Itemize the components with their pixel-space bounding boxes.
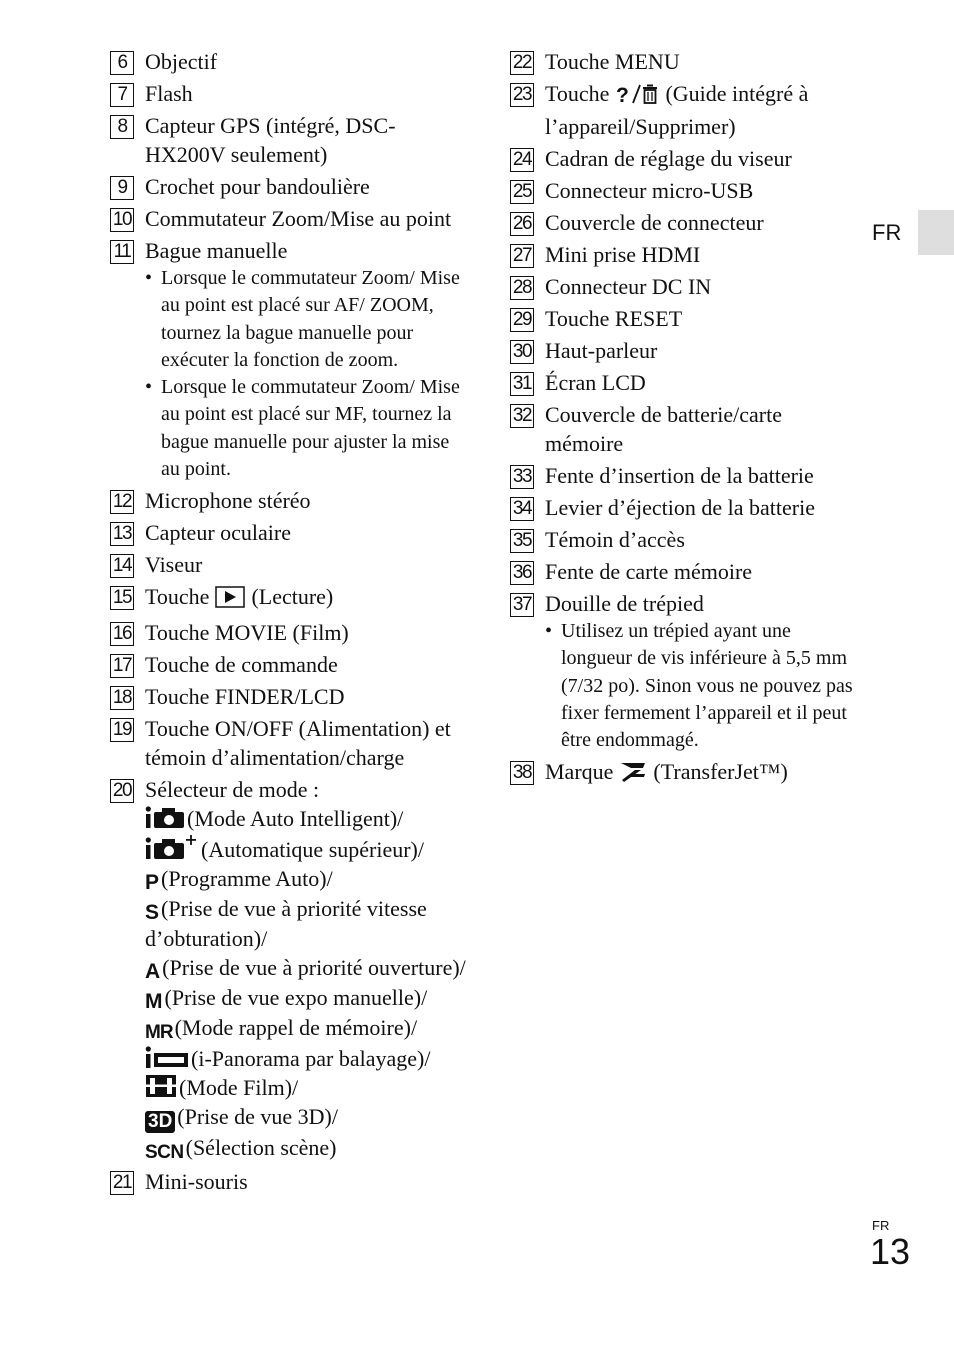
item-number: 26 (510, 212, 534, 236)
item-number: 32 (510, 404, 534, 428)
item-label-suffix: (TransferJet™) (653, 759, 788, 785)
item-label: Douille de trépied (545, 591, 704, 616)
item-label: Touche ON/OFF (Alimentation) et témoin d’alimentation/charge (145, 716, 451, 771)
list-item (510, 557, 860, 586)
item-label: Touche MENU (545, 49, 680, 74)
item-number: 13 (110, 522, 134, 546)
item-label: Mini-souris (145, 1169, 248, 1195)
item-label: Cadran de réglage du viseur (545, 146, 792, 171)
item-label: Sélecteur de mode : (145, 777, 320, 803)
item-label: Connecteur DC IN (545, 274, 712, 299)
list-item (110, 582, 470, 615)
item-label: Touche RESET (545, 306, 683, 331)
list-item (510, 47, 860, 76)
list-item (110, 650, 470, 679)
item-label: Touche FINDER/LCD (145, 684, 345, 710)
list-item (110, 550, 470, 579)
superior-auto-icon (145, 834, 199, 860)
note-list (545, 618, 860, 754)
item-label: Capteur oculaire (145, 520, 291, 546)
mode-label: (Mode rappel de mémoire)/ (174, 1014, 418, 1040)
mode-item (145, 1044, 470, 1073)
movie-mode-icon (145, 1074, 177, 1098)
item-number: 23 (510, 83, 534, 107)
item-label: Viseur (145, 552, 203, 578)
right-column (510, 47, 860, 793)
language-code: FR (872, 220, 902, 245)
item-label: Objectif (145, 49, 218, 74)
mode-label: (Sélection scène) (185, 1135, 337, 1161)
item-label: Touche (545, 81, 610, 106)
item-label: Microphone stéréo (145, 488, 311, 514)
manual-exposure-icon: M (145, 989, 163, 1013)
footer-language: FR (872, 1218, 890, 1233)
note-bullet: • Lorsque le commutateur Zoom/ Mise au point est placé sur MF, tournez la bague manuelle pour ajuster la mise au point. (145, 374, 470, 483)
item-label-suffix: (Guide intégré à l’appareil/Supprimer) (545, 81, 809, 139)
list-item (510, 757, 860, 790)
mode-item (145, 894, 470, 953)
scene-selection-icon: SCN (145, 1142, 184, 1164)
item-number: 36 (510, 561, 534, 585)
item-number: 8 (110, 115, 134, 139)
item-number: 9 (110, 176, 134, 200)
item-number: 25 (510, 180, 534, 204)
mode-label: (Mode Auto Intelligent)/ (187, 806, 404, 832)
list-item (510, 176, 860, 205)
item-label: Haut-parleur (545, 338, 658, 363)
item-number: 12 (110, 490, 134, 514)
mode-item (145, 983, 470, 1013)
list-item (110, 111, 470, 169)
item-number: 11 (110, 240, 134, 264)
left-column (110, 47, 470, 1199)
item-label: Capteur GPS (intégré, DSC-HX200V seulement) (145, 113, 396, 167)
memory-recall-icon: MR (145, 1021, 173, 1043)
list-item (510, 304, 860, 333)
item-number: 38 (510, 761, 534, 785)
list-item (110, 172, 470, 201)
mode-dial-list (145, 804, 470, 1164)
item-label: Bague manuelle (145, 238, 288, 263)
list-item (510, 144, 860, 173)
3d-icon: 3D (145, 1111, 175, 1133)
mode-item (145, 953, 470, 983)
mode-item (145, 834, 470, 864)
item-label: Marque (545, 759, 614, 785)
item-number: 34 (510, 497, 534, 521)
mode-label: (Prise de vue expo manuelle)/ (164, 984, 428, 1010)
play-icon (215, 586, 245, 615)
item-label: Touche (145, 584, 210, 610)
mode-item (145, 1073, 470, 1102)
item-label: Écran LCD (545, 370, 646, 395)
item-number: 31 (510, 372, 534, 396)
list-item (110, 775, 470, 1164)
list-item (110, 47, 470, 76)
list-item (510, 336, 860, 365)
language-side-tab (918, 210, 954, 255)
item-label: Couvercle de connecteur (545, 210, 764, 235)
list-item (510, 272, 860, 301)
item-number: 10 (110, 208, 134, 232)
item-number: 15 (110, 586, 134, 610)
item-label: Commutateur Zoom/Mise au point (145, 206, 452, 231)
item-label: Fente de carte mémoire (545, 559, 753, 584)
mode-item (145, 1102, 470, 1133)
item-number: 22 (510, 51, 534, 75)
list-item (110, 79, 470, 108)
list-item (510, 400, 860, 458)
item-label: Mini prise HDMI (545, 242, 701, 267)
item-number: 6 (110, 51, 134, 75)
mode-item (145, 1013, 470, 1044)
list-item (110, 1167, 470, 1196)
list-item (510, 493, 860, 522)
help-delete-icon (615, 83, 659, 112)
mode-label: (Prise de vue à priorité ouverture)/ (162, 954, 466, 980)
item-label: Couvercle de batterie/carte mémoire (545, 402, 782, 456)
item-number: 16 (110, 622, 134, 646)
mode-item (145, 1133, 470, 1164)
item-number: 30 (510, 340, 534, 364)
list-item (110, 618, 470, 647)
program-auto-icon: P (145, 870, 160, 894)
item-number: 17 (110, 654, 134, 678)
page-number: 13 (870, 1231, 911, 1272)
item-number: 27 (510, 244, 534, 268)
note-bullet: • Utilisez un trépied ayant une longueur de vis inférieure à 5,5 mm (7/32 po). Sinon vous ne pouvez pas fixer fermement l’appareil et il peut être endommagé. (545, 618, 860, 754)
mode-label: (Automatique supérieur)/ (201, 836, 424, 862)
list-item (510, 368, 860, 397)
list-item (510, 525, 860, 554)
list-item (110, 236, 470, 483)
item-number: 24 (510, 148, 534, 172)
item-label: Crochet pour bandoulière (145, 174, 370, 199)
item-number: 21 (110, 1171, 134, 1195)
mode-item (145, 864, 470, 894)
list-item (510, 240, 860, 269)
list-item (110, 486, 470, 515)
item-number: 14 (110, 554, 134, 578)
item-label: Flash (145, 81, 193, 106)
item-number: 29 (510, 308, 534, 332)
mode-label: (Programme Auto)/ (161, 865, 333, 891)
item-label: Touche de commande (145, 652, 338, 678)
aperture-priority-icon: A (145, 959, 161, 983)
mode-label: (Mode Film)/ (179, 1075, 299, 1101)
item-number: 33 (510, 465, 534, 489)
item-number: 35 (510, 529, 534, 553)
mode-label: (Prise de vue à priorité vitesse d’obturation)/ (145, 895, 427, 951)
item-number: 7 (110, 83, 134, 107)
note-list (145, 265, 470, 483)
transferjet-icon (619, 761, 647, 790)
item-label: Témoin d’accès (545, 527, 685, 552)
list-item (510, 589, 860, 754)
item-number: 37 (510, 593, 534, 617)
mode-label: (Prise de vue 3D)/ (177, 1104, 338, 1130)
item-label: Levier d’éjection de la batterie (545, 495, 815, 520)
mode-label: (i-Panorama par balayage)/ (191, 1045, 431, 1071)
list-item (510, 79, 860, 141)
note-bullet: • Lorsque le commutateur Zoom/ Mise au point est placé sur AF/ ZOOM, tournez la bague manuelle pour exécuter la fonction de zoom. (145, 265, 470, 374)
item-number: 28 (510, 276, 534, 300)
list-item (510, 461, 860, 490)
item-number: 20 (110, 779, 134, 803)
list-item (110, 518, 470, 547)
sweep-panorama-icon (145, 1045, 189, 1069)
item-label-suffix: (Lecture) (251, 584, 334, 610)
item-number: 18 (110, 686, 134, 710)
item-label: Fente d’insertion de la batterie (545, 463, 814, 488)
shutter-priority-icon: S (145, 900, 160, 924)
list-item (110, 714, 470, 772)
list-item (510, 208, 860, 237)
mode-item (145, 804, 470, 833)
item-number: 19 (110, 718, 134, 742)
item-label: Connecteur micro-USB (545, 178, 754, 203)
svg-text:?: ? (616, 84, 630, 105)
intelligent-auto-icon (145, 805, 185, 829)
list-item (110, 682, 470, 711)
item-label: Touche MOVIE (Film) (145, 620, 349, 646)
list-item (110, 204, 470, 233)
